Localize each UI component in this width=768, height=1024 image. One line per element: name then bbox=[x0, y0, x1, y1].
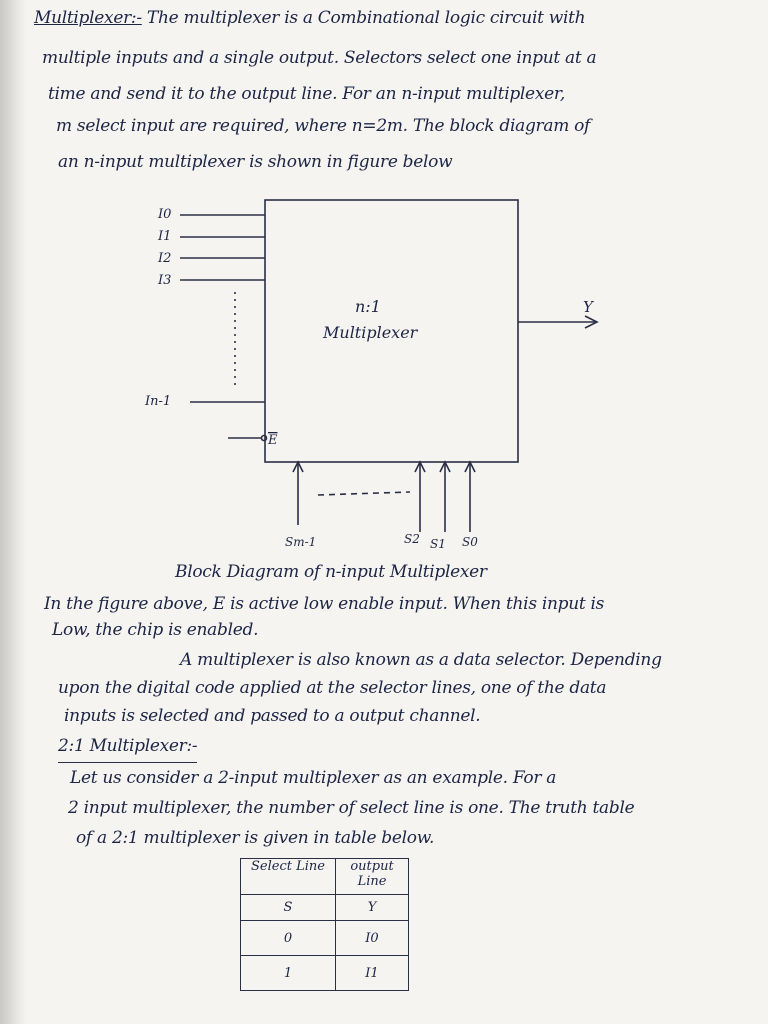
enable-line-2: Low, the chip is enabled. bbox=[52, 620, 259, 640]
intro-line-5: an n-input multiplexer is shown in figure below bbox=[58, 152, 453, 172]
table-subheader-row bbox=[241, 895, 409, 921]
mux21-line-3: of a 2:1 multiplexer is given in table below. bbox=[76, 828, 435, 848]
table-row bbox=[241, 921, 409, 956]
subheader-s: S bbox=[241, 895, 336, 921]
enable-bubble bbox=[262, 436, 267, 441]
cell-s: 1 bbox=[241, 956, 336, 991]
label-in-1: In-1 bbox=[145, 394, 172, 409]
mux21-line-1: Let us consider a 2-input multiplexer as an example. For a bbox=[70, 768, 557, 788]
cell-y: I1 bbox=[336, 956, 409, 991]
mux21-heading: 2:1 Multiplexer:- bbox=[58, 736, 197, 763]
intro-line-2: multiple inputs and a single output. Selectors select one input at a bbox=[42, 48, 597, 68]
block-label-name: Multiplexer bbox=[323, 323, 418, 342]
label-output: Y bbox=[583, 298, 593, 316]
label-i3: I3 bbox=[158, 273, 172, 288]
enable-line-1: In the figure above, E is active low enable input. When this input is bbox=[44, 594, 605, 614]
label-s0: S0 bbox=[462, 535, 478, 549]
selector-line-3: inputs is selected and passed to a output channel. bbox=[64, 706, 481, 726]
select-ellipsis bbox=[318, 492, 410, 495]
label-sm-1: Sm-1 bbox=[285, 535, 317, 549]
block-label-ratio: n:1 bbox=[355, 297, 381, 316]
label-i0: I0 bbox=[158, 207, 172, 222]
selector-line-1: A multiplexer is also known as a data selector. Depending bbox=[180, 650, 662, 670]
cell-s: 0 bbox=[241, 921, 336, 956]
label-i2: I2 bbox=[158, 251, 172, 266]
label-enable: E bbox=[268, 433, 278, 448]
intro-text: The multiplexer is a Combinational logic circuit with bbox=[146, 8, 586, 28]
table-header-row bbox=[241, 859, 409, 895]
truth-table bbox=[240, 858, 409, 991]
table-row bbox=[241, 956, 409, 991]
selector-line-2: upon the digital code applied at the selector lines, one of the data bbox=[58, 678, 607, 698]
label-i1: I1 bbox=[158, 229, 172, 244]
intro-line-3: time and send it to the output line. For an n-input multiplexer, bbox=[48, 84, 565, 104]
diagram-caption: Block Diagram of n-input Multiplexer bbox=[175, 562, 487, 582]
label-s2: S2 bbox=[404, 532, 420, 546]
label-s1: S1 bbox=[430, 537, 446, 551]
subheader-y: Y bbox=[336, 895, 409, 921]
intro-line-4: m select input are required, where n=2m. The block diagram of bbox=[56, 116, 591, 136]
header-select-line: Select Line bbox=[241, 859, 336, 895]
intro-heading: Multiplexer:- bbox=[34, 8, 142, 28]
mux21-line-2: 2 input multiplexer, the number of select line is one. The truth table bbox=[68, 798, 635, 818]
header-output-line: output Line bbox=[336, 859, 409, 895]
cell-y: I0 bbox=[336, 921, 409, 956]
